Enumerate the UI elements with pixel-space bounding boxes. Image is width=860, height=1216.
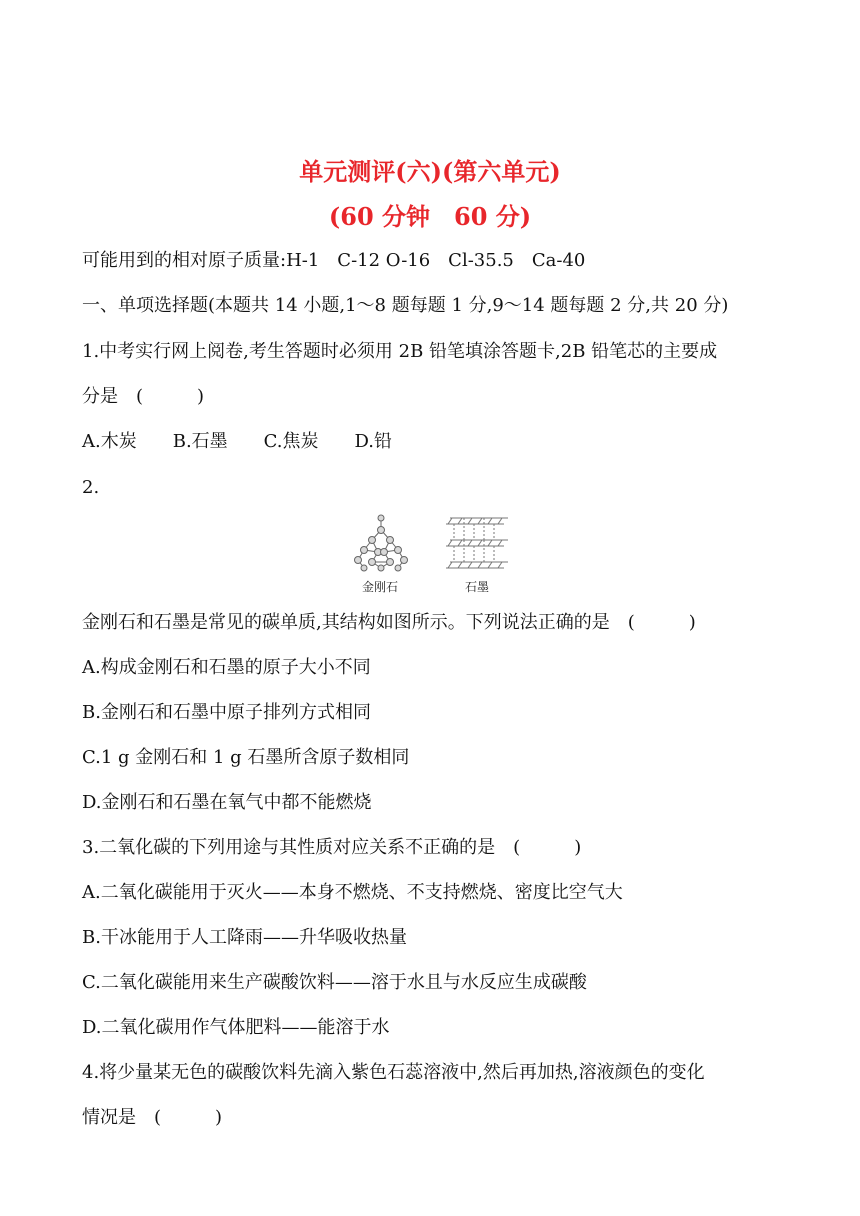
- q1-stem-line2: 分是 ( ): [82, 386, 205, 407]
- q2-option-b: B.金刚石和石墨中原子排列方式相同: [82, 702, 371, 723]
- q2-option-a: A.构成金刚石和石墨的原子大小不同: [82, 657, 371, 678]
- q3-option-a: A.二氧化碳能用于灭火——本身不燃烧、不支持燃烧、密度比空气大: [82, 882, 623, 903]
- carbon-structure-figure: [350, 510, 520, 600]
- section-heading: 一、单项选择题(本题共 14 小题,1～8 题每题 1 分,9～14 题每题 2 分,共 20 分): [82, 295, 729, 316]
- graphite-structure-image: [446, 518, 508, 568]
- q3-option-c: C.二氧化碳能用来生产碳酸饮料——溶于水且与水反应生成碳酸: [82, 972, 587, 993]
- q3-option-b: B.干冰能用于人工降雨——升华吸收热量: [82, 927, 407, 948]
- q3-option-d: D.二氧化碳用作气体肥料——能溶于水: [82, 1017, 390, 1038]
- q4-stem-line2: 情况是 ( ): [82, 1107, 223, 1128]
- diamond-structure-image: [355, 515, 408, 571]
- q1-options: A.木炭 B.石墨 C.焦炭 D.铅: [82, 431, 393, 452]
- graphite-label: 石墨: [465, 580, 490, 594]
- q2-number: 2.: [82, 477, 100, 498]
- q3-stem: 3.二氧化碳的下列用途与其性质对应关系不正确的是 ( ): [82, 837, 582, 858]
- q2-option-c: C.1 g 金刚石和 1 g 石墨所含原子数相同: [82, 747, 410, 768]
- diamond-label: 金刚石: [362, 580, 399, 594]
- page-title: 单元测评(六)(第六单元): [299, 157, 561, 186]
- page-subtitle: (60 分钟 60 分): [328, 202, 532, 231]
- atomic-masses-line: 可能用到的相对原子质量:H-1 C-12 O-16 Cl-35.5 Ca-40: [82, 250, 586, 271]
- q4-stem-line1: 4.将少量某无色的碳酸饮料先滴入紫色石蕊溶液中,然后再加热,溶液颜色的变化: [82, 1062, 705, 1083]
- q1-stem-line1: 1.中考实行网上阅卷,考生答题时必须用 2B 铅笔填涂答题卡,2B 铅笔芯的主要成: [82, 341, 718, 362]
- q2-option-d: D.金刚石和石墨在氧气中都不能燃烧: [82, 792, 372, 813]
- q2-stem: 金刚石和石墨是常见的碳单质,其结构如图所示。下列说法正确的是 ( ): [82, 612, 696, 633]
